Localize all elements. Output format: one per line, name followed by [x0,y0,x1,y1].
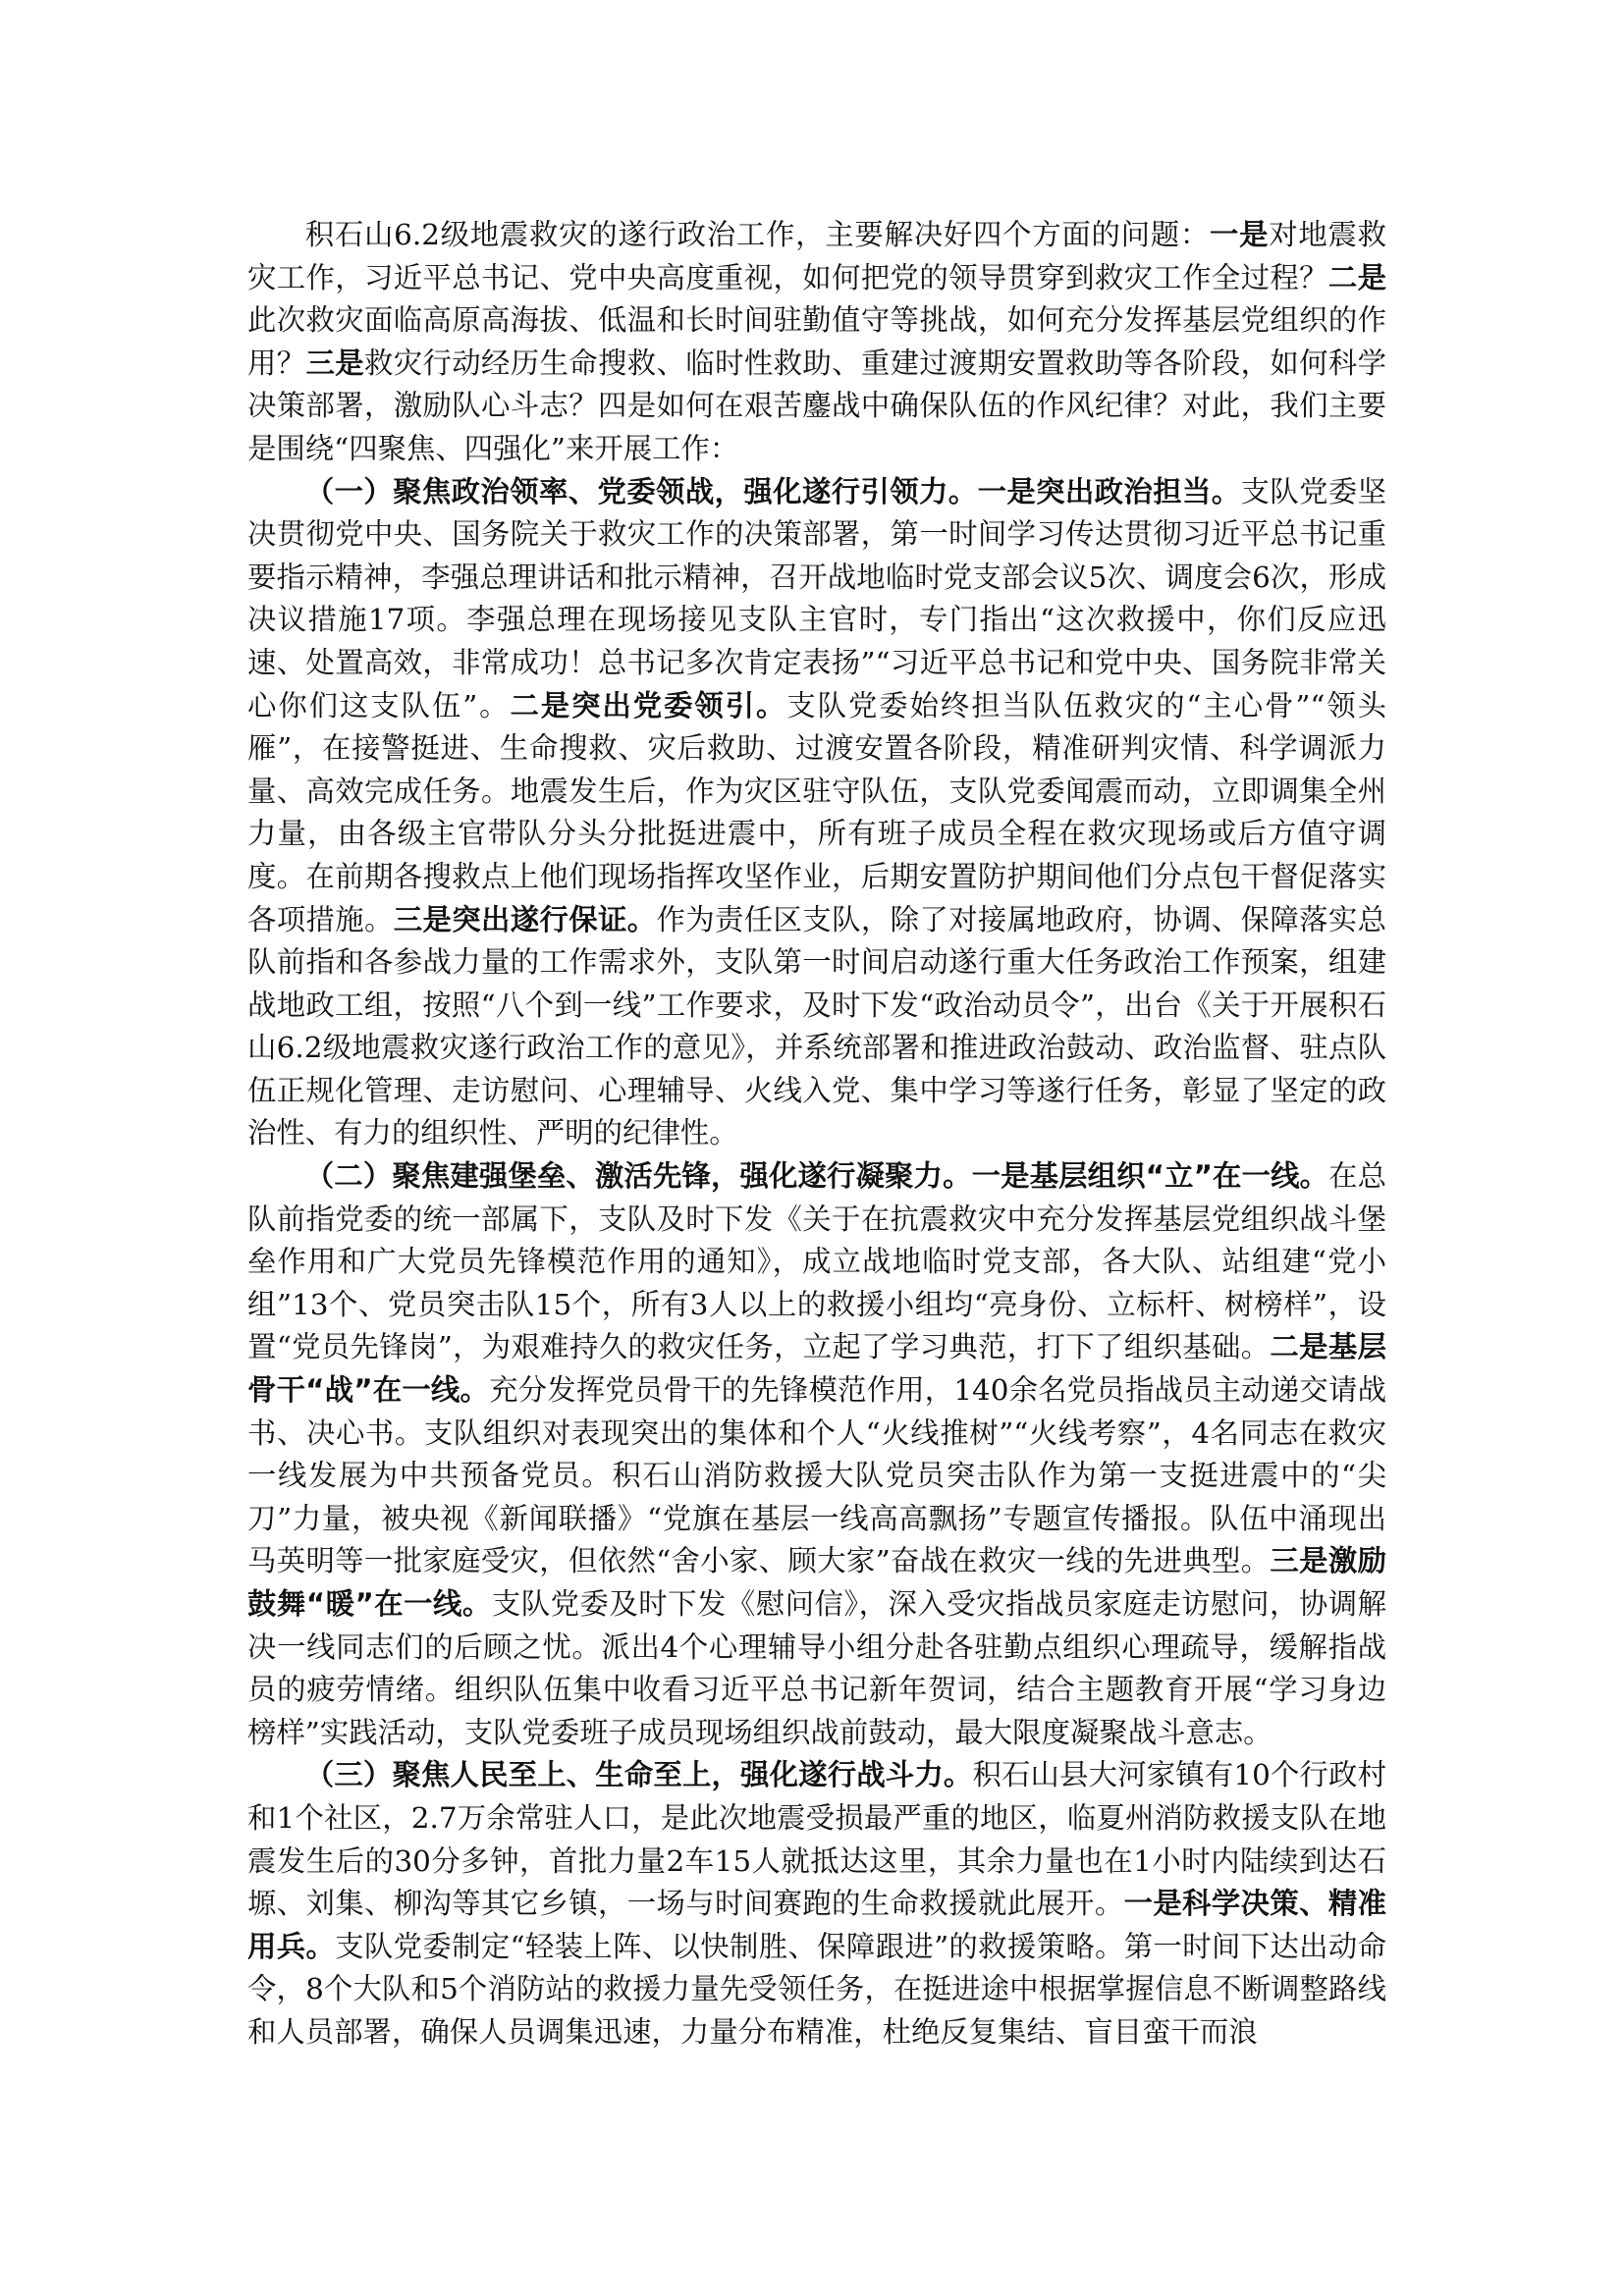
body-text: 充分发挥党员骨干的先锋模范作用，140余名党员指战员主动递交请战书、决心书。支队组织对表现突出的集体和个人“火线推树”“火线考察”，4名同志在救灾一线发展为中共预备党员。积石山消防救援大队党员突击队作为第一支挺进震中的“尖刀”力量，被央视《新闻联播》“党旗在基层一线高高飘扬”专题宣传播报。队伍中涌现出马英明等一批家庭受灾，但依然“舍小家、顾大家”奋战在救灾一线的先进典型。 [247,1373,1386,1578]
bold-heading-text: 二是基层骨干“战”在一线。 [247,1330,1386,1408]
paragraph [247,471,1386,1156]
body-text: 支队党委坚决贯彻党中央、国务院关于救灾工作的决策部署，第一时间学习传达贯彻习近平总书记重要指示精神，李强总理讲话和批示精神，召开战地临时党支部会议5次、调度会6次，形成决议措施17项。李强总理在现场接见支队主官时，专门指出“这次救援中，你们反应迅速、处置高效，非常成功！总书记多次肯定表扬”“习近平总书记和党中央、国务院非常关心你们这支队伍”。 [247,474,1387,722]
paragraph [247,1155,1386,1754]
paragraph [247,214,1386,471]
bold-heading-text: 一是 [1209,218,1270,251]
paragraph [247,1754,1386,2054]
bold-heading-text: 三是突出遂行保证。 [393,902,657,936]
body-text: 作为责任区支队，除了对接属地政府，协调、保障落实总队前指和各参战力量的工作需求外，支队第一时间启动遂行重大任务政治工作预案，组建战地政工组，按照“八个到一线”工作要求，及时下发“政治动员令”，出台《关于开展积石山6.2级地震救灾遂行政治工作的意见》，并系统部署和推进政治鼓动、政治监督、驻点队伍正规化管理、走访慰问、心理辅导、火线入党、集中学习等遂行任务，彰显了坚定的政治性、有力的组织性、严明的纪律性。 [247,902,1387,1150]
body-text: 支队党委及时下发《慰问信》，深入受灾指战员家庭走访慰问，协调解决一线同志们的后顾之忧。派出4个心理辅导小组分赴各驻勤点组织心理疏导，缓解指战员的疲劳情绪。组织队伍集中收看习近平总书记新年贺词，结合主题教育开展“学习身边榜样”实践活动，支队党委班子成员现场组织战前鼓动，最大限度凝聚战斗意志。 [247,1587,1386,1749]
bold-heading-text: （三）聚焦人民至上、生命至上，强化遂行战斗力。 [304,1758,973,1792]
bold-heading-text: 三是 [305,346,365,380]
bold-heading-text: 一是科学决策、精准用兵。 [247,1887,1387,1963]
body-text: 积石山县大河家镇有10个行政村和1个社区，2.7万余常驻人口，是此次地震受损最严重的地区，临夏州消防救援支队在地震发生后的30分多钟，首批力量2车15人就抵达这里，其余力量也在1小时内陆续到达石塬、刘集、柳沟等其它乡镇，一场与时间赛跑的生命救援就此展开。 [247,1758,1386,1921]
bold-heading-text: （二）聚焦建强堡垒、激活先锋，强化遂行凝聚力。一是基层组织“立”在一线。 [304,1159,1329,1194]
body-text: 救灾行动经历生命搜救、临时性救助、重建过渡期安置救助等各阶段，如何科学决策部署，激励队心斗志？四是如何在艰苦鏖战中确保队伍的作风纪律？对此，我们主要是围绕“四聚焦、四强化”来开展工作： [247,346,1387,465]
bold-heading-text: （一）聚焦政治领率、党委领战，强化遂行引领力。一是突出政治担当。 [304,474,1241,508]
bold-heading-text: 三是激励鼓舞“暖”在一线。 [247,1544,1386,1621]
body-text: 在总队前指党委的统一部属下，支队及时下发《关于在抗震救灾中充分发挥基层党组织战斗堡垒作用和广大党员先锋模范作用的通知》，成立战地临时党支部，各大队、站组建“党小组”13个、党员突击队15个，所有3人以上的救援小组均“亮身份、立标杆、树榜样”，设置“党员先锋岗”，为艰难持久的救灾任务，立起了学习典范，打下了组织基础。 [247,1159,1386,1364]
document-body [247,214,1386,2055]
bold-heading-text: 二是突出党委领引。 [510,688,787,722]
body-text: 对地震救灾工作，习近平总书记、党中央高度重视，如何把党的领导贯穿到救灾工作全过程？ [247,218,1387,294]
body-text: 积石山6.2级地震救灾的遂行政治工作，主要解决好四个方面的问题： [304,218,1210,251]
body-text: 此次救灾面临高原高海拔、低温和长时间驻勤值守等挑战，如何充分发挥基层党组织的作用？ [247,303,1386,380]
bold-heading-text: 二是 [1327,260,1387,294]
body-text: 支队党委始终担当队伍救灾的“主心骨”“领头雁”，在接警挺进、生命搜救、灾后救助、过渡安置各阶段，精准研判灾情、科学调派力量、高效完成任务。地震发生后，作为灾区驻守队伍，支队党委闻震而动，立即调集全州力量，由各级主官带队分头分批挺进震中，所有班子成员全程在救灾现场或后方值守调度。在前期各搜救点上他们现场指挥攻坚作业，后期安置防护期间他们分点包干督促落实各项措施。 [247,688,1387,936]
body-text: 支队党委制定“轻装上阵、以快制胜、保障跟进”的救援策略。第一时间下达出动命令，8个大队和5个消防站的救援力量先受领任务，在挺进途中根据掌握信息不断调整路线和人员部署，确保人员调集迅速，力量分布精准，杜绝反复集结、盲目蛮干而浪 [247,1929,1386,2049]
